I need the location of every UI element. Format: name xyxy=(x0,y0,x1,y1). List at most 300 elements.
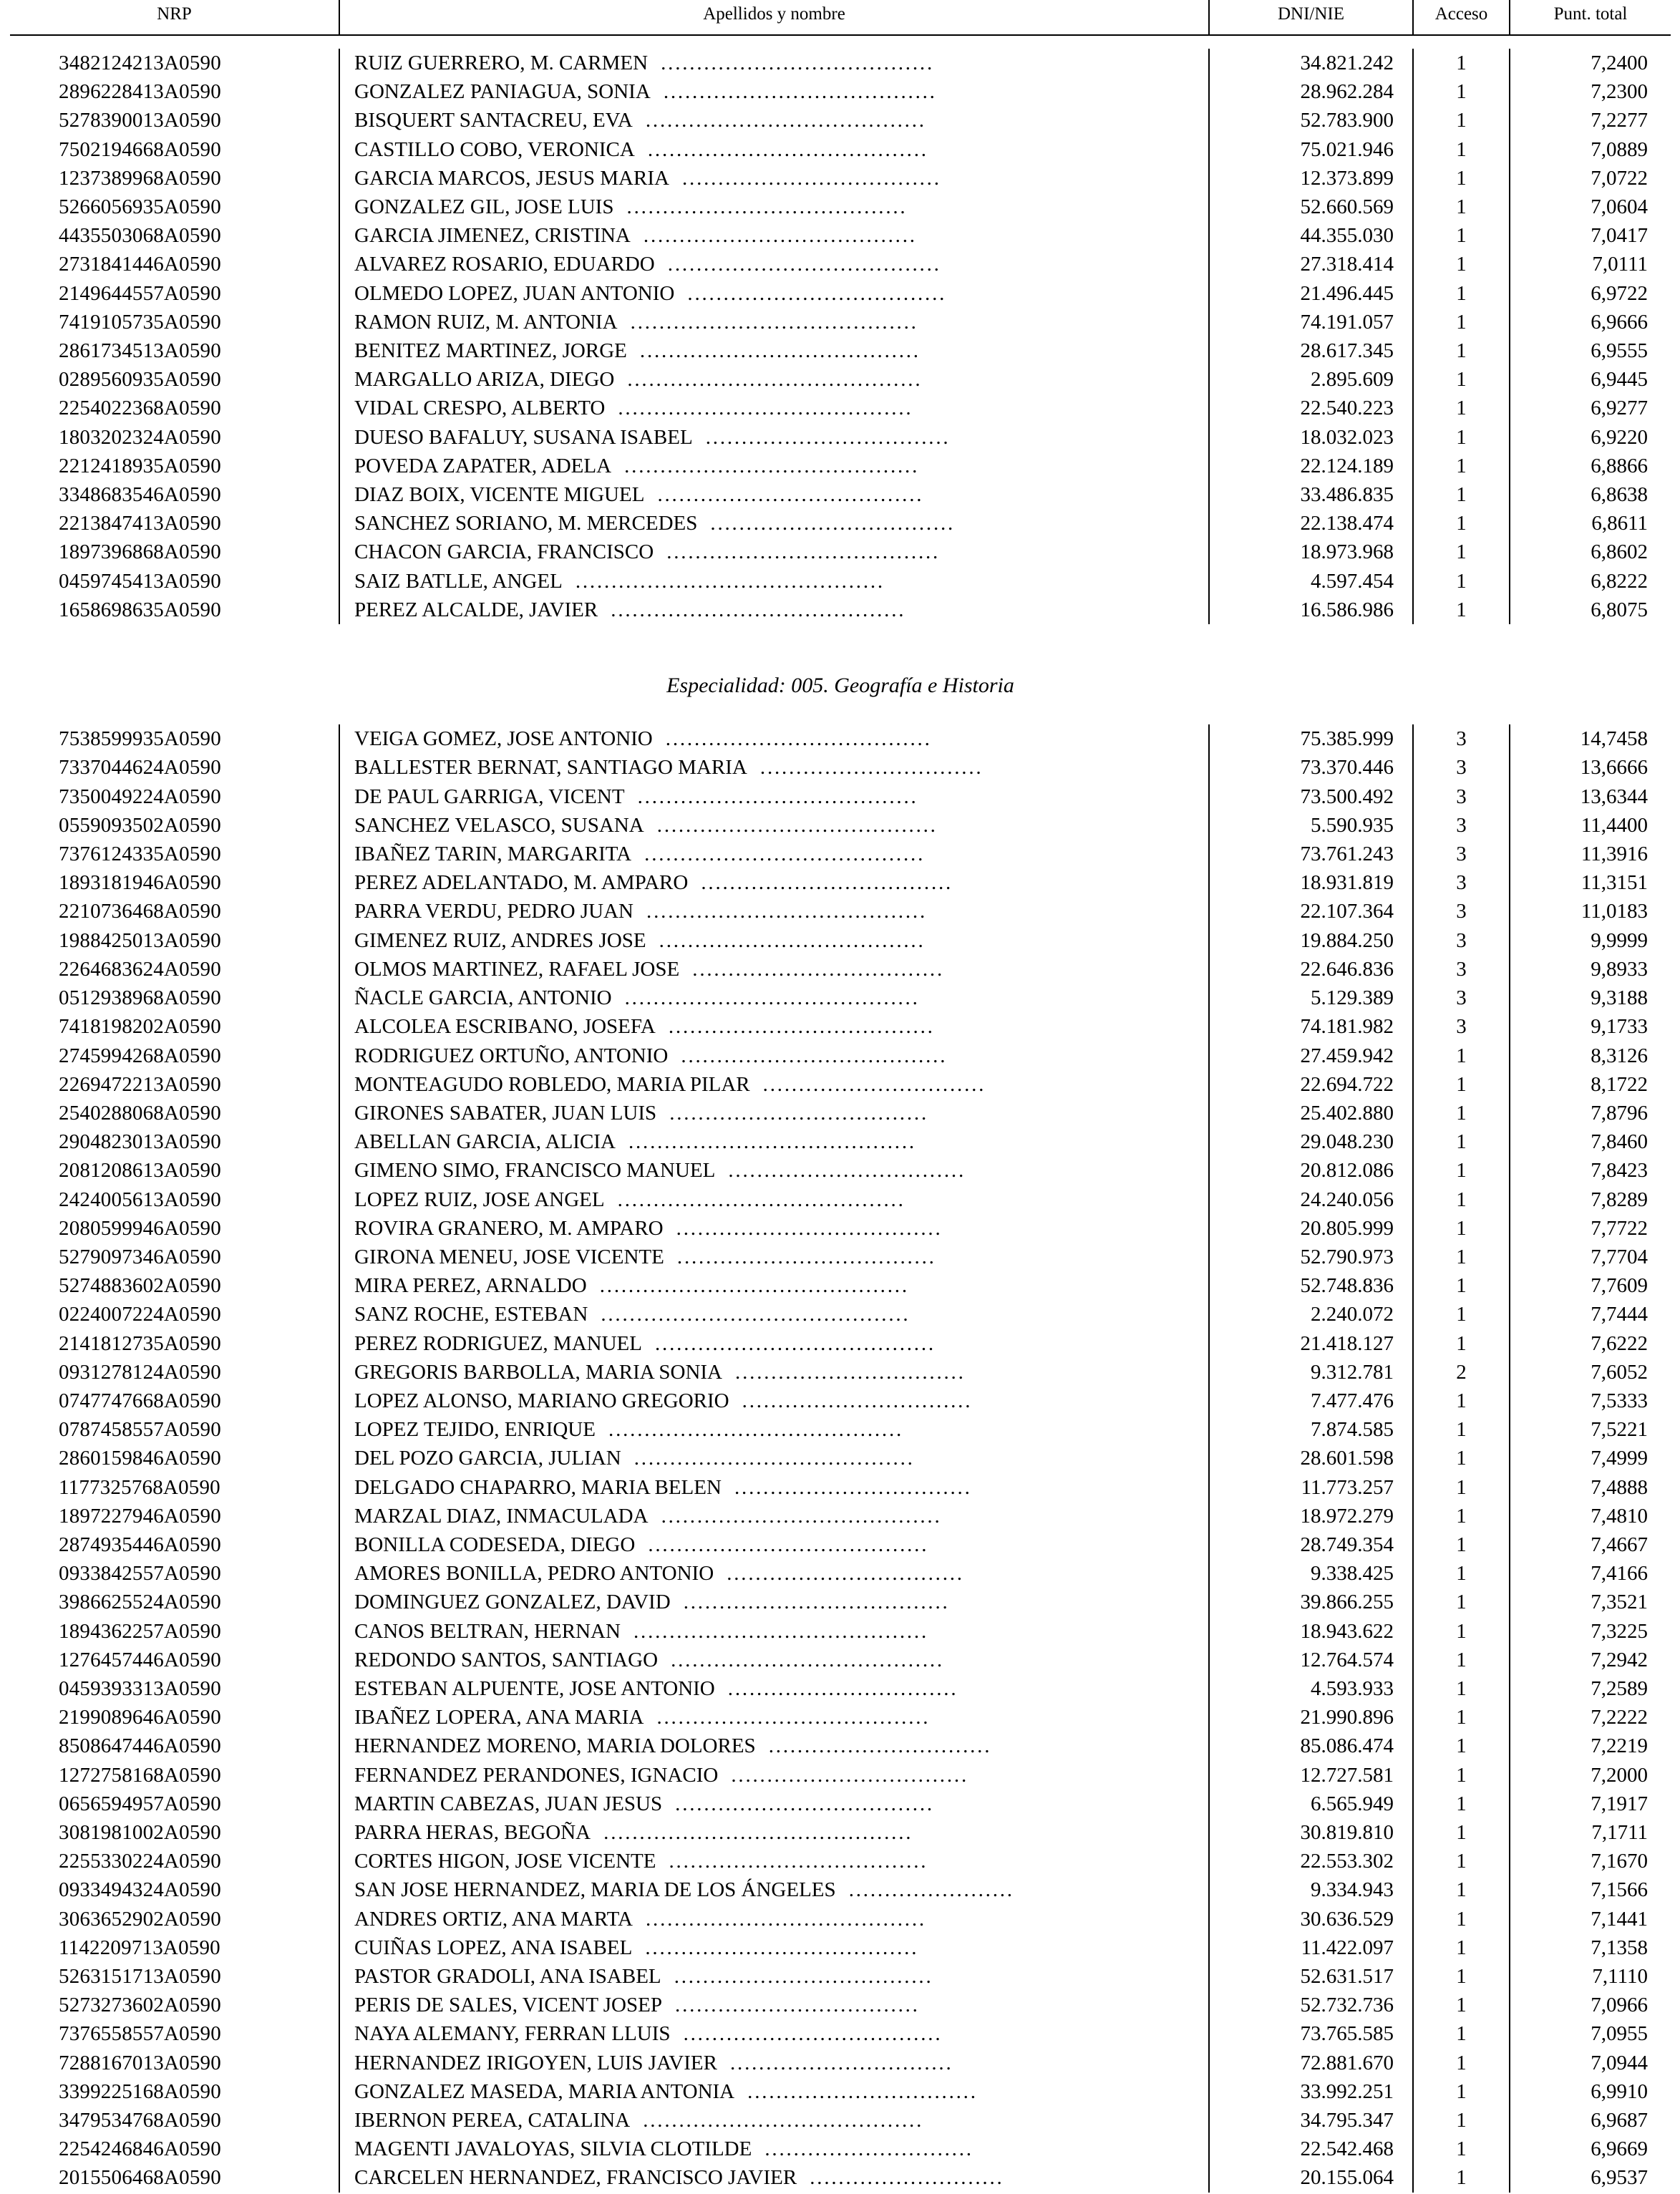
leader-dots: ................................ xyxy=(740,2079,978,2103)
table-row xyxy=(10,984,1671,1012)
cell-acceso: 1 xyxy=(1413,1127,1510,1156)
cell-nrp: 0747747668A0590 xyxy=(10,1387,339,1415)
cell-acceso: 1 xyxy=(1413,250,1510,278)
cell-dni: 73.370.446 xyxy=(1209,753,1413,782)
cell-acceso: 1 xyxy=(1413,1473,1510,1502)
cell-dni: 21.990.896 xyxy=(1209,1703,1413,1732)
candidate-name: RODRIGUEZ ORTUÑO, ANTONIO xyxy=(354,1044,669,1067)
cell-dni: 28.601.598 xyxy=(1209,1444,1413,1472)
cell-name xyxy=(339,365,1209,394)
table-row xyxy=(10,1962,1671,1991)
table-header xyxy=(10,0,1671,35)
cell-dni: 52.748.836 xyxy=(1209,1271,1413,1300)
cell-nrp: 2254022368A0590 xyxy=(10,394,339,422)
cell-acceso: 3 xyxy=(1413,897,1510,926)
leader-dots: ............................... xyxy=(752,756,984,780)
cell-acceso: 1 xyxy=(1413,1329,1510,1358)
candidate-name: GARCIA JIMENEZ, CRISTINA xyxy=(354,224,631,248)
candidate-name: ALCOLEA ESCRIBANO, JOSEFA xyxy=(354,1015,656,1039)
table-row xyxy=(10,1099,1671,1127)
cell-dni: 2.895.609 xyxy=(1209,365,1413,394)
cell-acceso: 1 xyxy=(1413,1387,1510,1415)
cell-name xyxy=(339,811,1209,840)
table-row xyxy=(10,955,1671,984)
leader-dots: ...................................... xyxy=(638,1936,919,1959)
cell-punt-total: 6,9445 xyxy=(1591,368,1648,392)
cell-dni: 28.962.284 xyxy=(1209,77,1413,106)
row-spacer xyxy=(10,624,1671,650)
cell-acceso: 1 xyxy=(1413,1905,1510,1933)
cell-punt-total: 7,1441 xyxy=(1591,1907,1648,1931)
cell-dni: 52.783.900 xyxy=(1209,106,1413,135)
cell-acceso: 1 xyxy=(1413,1042,1510,1070)
table-row xyxy=(10,1070,1671,1099)
cell-dni: 73.761.243 xyxy=(1209,840,1413,868)
cell-nrp: 2731841446A0590 xyxy=(10,250,339,278)
cell-dni: 2.240.072 xyxy=(1209,1300,1413,1329)
candidate-name: CUIÑAS LOPEZ, ANA ISABEL xyxy=(354,1936,633,1959)
cell-punt-total: 13,6666 xyxy=(1580,756,1648,780)
table-row xyxy=(10,279,1671,308)
cell-dni: 33.486.835 xyxy=(1209,480,1413,509)
candidate-name: IBERNON PEREA, CATALINA xyxy=(354,2109,631,2132)
cell-punt-total: 6,8222 xyxy=(1591,569,1648,593)
table-row xyxy=(10,1156,1671,1185)
cell-name xyxy=(339,2049,1209,2077)
candidate-name: RAMON RUIZ, M. ANTONIA xyxy=(354,310,618,334)
leader-dots: ............................... xyxy=(722,2051,953,2074)
table-row xyxy=(10,1444,1671,1472)
leader-dots: ...................................... xyxy=(656,80,937,104)
cell-acceso: 1 xyxy=(1413,1444,1510,1472)
cell-punt-total: 7,6222 xyxy=(1591,1331,1648,1355)
cell-nrp: 5274883602A0590 xyxy=(10,1271,339,1300)
cell-dni: 34.795.347 xyxy=(1209,2106,1413,2135)
cell-nrp: 2860159846A0590 xyxy=(10,1444,339,1472)
table-row xyxy=(10,567,1671,596)
cell-acceso: 2 xyxy=(1413,1358,1510,1387)
cell-punt-total: 8,1722 xyxy=(1591,1072,1648,1096)
cell-punt-total: 7,4999 xyxy=(1591,1447,1648,1470)
cell-acceso: 1 xyxy=(1413,1991,1510,2019)
cell-name xyxy=(339,897,1209,926)
cell-acceso: 1 xyxy=(1413,365,1510,394)
cell-acceso: 1 xyxy=(1413,1962,1510,1991)
cell-acceso: 3 xyxy=(1413,984,1510,1012)
candidate-name: BONILLA CODESEDA, DIEGO xyxy=(354,1533,636,1556)
cell-dni: 28.749.354 xyxy=(1209,1530,1413,1559)
cell-acceso: 3 xyxy=(1413,753,1510,782)
cell-dni: 5.129.389 xyxy=(1209,984,1413,1012)
candidate-name: GONZALEZ GIL, JOSE LUIS xyxy=(354,195,614,219)
cell-punt-total: 6,9669 xyxy=(1591,2137,1648,2161)
cell-name xyxy=(339,753,1209,782)
table-row xyxy=(10,135,1671,164)
table-row xyxy=(10,394,1671,422)
cell-name xyxy=(339,423,1209,452)
leader-dots: .................................. xyxy=(698,425,951,449)
column-header-name: Apellidos y nombre xyxy=(339,0,1209,35)
candidate-name: ÑACLE GARCIA, ANTONIO xyxy=(354,986,612,1010)
cell-acceso: 3 xyxy=(1413,1012,1510,1041)
cell-name xyxy=(339,1300,1209,1329)
cell-name xyxy=(339,984,1209,1012)
cell-punt-total: 7,0944 xyxy=(1591,2051,1648,2074)
cell-punt-total: 7,1358 xyxy=(1591,1936,1648,1959)
cell-nrp: 0559093502A0590 xyxy=(10,811,339,840)
leader-dots: .................................. xyxy=(703,512,956,535)
cell-acceso: 3 xyxy=(1413,840,1510,868)
cell-punt-total: 7,3521 xyxy=(1591,1591,1648,1614)
cell-nrp: 2896228413A0590 xyxy=(10,77,339,106)
cell-acceso: 1 xyxy=(1413,193,1510,221)
cell-nrp: 1893181946A0590 xyxy=(10,868,339,897)
leader-dots: ........................................... xyxy=(596,1820,913,1844)
table-row xyxy=(10,1358,1671,1387)
candidate-name: GONZALEZ MASEDA, MARIA ANTONIA xyxy=(354,2079,735,2103)
cell-nrp: 8508647446A0590 xyxy=(10,1732,339,1760)
cell-nrp: 0512938968A0590 xyxy=(10,984,339,1012)
cell-dni: 18.931.819 xyxy=(1209,868,1413,897)
table-row xyxy=(10,1530,1671,1559)
cell-nrp: 5278390013A0590 xyxy=(10,106,339,135)
cell-acceso: 1 xyxy=(1413,49,1510,77)
candidate-name: DELGADO CHAPARRO, MARIA BELEN xyxy=(354,1475,722,1499)
cell-nrp: 5273273602A0590 xyxy=(10,1991,339,2019)
cell-acceso: 1 xyxy=(1413,1156,1510,1185)
leader-dots: ........................................... xyxy=(592,1274,909,1298)
cell-acceso: 3 xyxy=(1413,926,1510,955)
cell-dni: 20.155.064 xyxy=(1209,2163,1413,2192)
cell-acceso: 1 xyxy=(1413,2019,1510,2048)
candidate-name: DIAZ BOIX, VICENTE MIGUEL xyxy=(354,483,645,507)
candidate-name: IBAÑEZ TARIN, MARGARITA xyxy=(354,843,632,866)
cell-name xyxy=(339,1444,1209,1472)
cell-dni: 21.418.127 xyxy=(1209,1329,1413,1358)
cell-name xyxy=(339,1070,1209,1099)
candidate-name: MARGALLO ARIZA, DIEGO xyxy=(354,368,615,392)
cell-dni: 5.590.935 xyxy=(1209,811,1413,840)
cell-punt-total: 7,0889 xyxy=(1591,137,1648,161)
cell-nrp: 2015506468A0590 xyxy=(10,2163,339,2192)
candidate-name: FERNANDEZ PERANDONES, IGNACIO xyxy=(354,1763,719,1787)
cell-punt-total: 9,8933 xyxy=(1591,957,1648,981)
cell-dni: 7.477.476 xyxy=(1209,1387,1413,1415)
cell-nrp: 7538599935A0590 xyxy=(10,724,339,753)
table-row xyxy=(10,509,1671,538)
cell-nrp: 2264683624A0590 xyxy=(10,955,339,984)
cell-punt-total: 7,7722 xyxy=(1591,1216,1648,1240)
cell-nrp: 1803202324A0590 xyxy=(10,423,339,452)
candidate-name: AMORES BONILLA, PEDRO ANTONIO xyxy=(354,1562,714,1586)
cell-dni: 12.727.581 xyxy=(1209,1761,1413,1790)
table-row xyxy=(10,480,1671,509)
candidate-name: ABELLAN GARCIA, ALICIA xyxy=(354,1130,616,1154)
cell-name xyxy=(339,1502,1209,1530)
candidate-name: GIRONA MENEU, JOSE VICENTE xyxy=(354,1245,664,1268)
leader-dots: ............................... xyxy=(761,1734,992,1758)
cell-punt-total: 7,0955 xyxy=(1591,2022,1648,2046)
column-header-punt: Punt. total xyxy=(1510,0,1671,35)
cell-name xyxy=(339,1991,1209,2019)
table-row xyxy=(10,753,1671,782)
cell-nrp: 1237389968A0590 xyxy=(10,164,339,193)
leader-dots: ........................................... xyxy=(593,1303,911,1326)
leader-dots: ..................................... xyxy=(676,1591,950,1614)
cell-nrp: 2874935446A0590 xyxy=(10,1530,339,1559)
leader-dots: .................................... xyxy=(661,1850,928,1873)
cell-nrp: 7350049224A0590 xyxy=(10,782,339,811)
table-row xyxy=(10,1732,1671,1760)
cell-name xyxy=(339,1559,1209,1588)
cell-punt-total: 7,0966 xyxy=(1591,1994,1648,2017)
cell-punt-total: 7,7609 xyxy=(1591,1274,1648,1298)
cell-punt-total: 7,0722 xyxy=(1591,166,1648,190)
cell-acceso: 1 xyxy=(1413,221,1510,250)
cell-punt-total: 7,2589 xyxy=(1591,1676,1648,1700)
cell-acceso: 1 xyxy=(1413,1933,1510,1962)
cell-punt-total: 13,6344 xyxy=(1580,785,1648,808)
cell-dni: 18.972.279 xyxy=(1209,1502,1413,1530)
candidate-name: PERIS DE SALES, VICENT JOSEP xyxy=(354,1994,662,2017)
candidate-name: DEL POZO GARCIA, JULIAN xyxy=(354,1447,621,1470)
cell-acceso: 1 xyxy=(1413,596,1510,624)
cell-punt-total: 7,0111 xyxy=(1592,253,1648,276)
table-row xyxy=(10,1761,1671,1790)
cell-nrp: 0459745413A0590 xyxy=(10,567,339,596)
leader-dots: ........................................ xyxy=(623,310,918,334)
cell-dni: 20.805.999 xyxy=(1209,1214,1413,1243)
candidate-name: DOMINGUEZ GONZALEZ, DAVID xyxy=(354,1591,671,1614)
cell-name xyxy=(339,1933,1209,1962)
cell-dni: 75.021.946 xyxy=(1209,135,1413,164)
cell-dni: 74.181.982 xyxy=(1209,1012,1413,1041)
table-row xyxy=(10,1415,1671,1444)
cell-dni: 22.694.722 xyxy=(1209,1070,1413,1099)
leader-dots: ......................................... xyxy=(620,368,923,392)
cell-acceso: 1 xyxy=(1413,1214,1510,1243)
leader-dots: ...................................... xyxy=(660,253,941,276)
cell-name xyxy=(339,1617,1209,1646)
leader-dots: ....................... xyxy=(841,1878,1014,1902)
table-row xyxy=(10,538,1671,566)
cell-acceso: 1 xyxy=(1413,1761,1510,1790)
cell-nrp: 2199089646A0590 xyxy=(10,1703,339,1732)
table-row xyxy=(10,1933,1671,1962)
cell-acceso: 1 xyxy=(1413,1588,1510,1616)
candidate-name: PEREZ RODRIGUEZ, MANUEL xyxy=(354,1331,642,1355)
cell-punt-total: 11,3916 xyxy=(1581,843,1648,866)
cell-name xyxy=(339,1156,1209,1185)
table-row xyxy=(10,840,1671,868)
table-row xyxy=(10,1646,1671,1674)
cell-name xyxy=(339,480,1209,509)
cell-name xyxy=(339,1674,1209,1703)
cell-dni: 27.459.942 xyxy=(1209,1042,1413,1070)
cell-name xyxy=(339,509,1209,538)
cell-name xyxy=(339,1790,1209,1818)
cell-punt-total: 7,4166 xyxy=(1591,1562,1648,1586)
cell-nrp: 0933494324A0590 xyxy=(10,1875,339,1904)
candidate-name: IBAÑEZ LOPERA, ANA MARIA xyxy=(354,1706,644,1729)
cell-punt-total: 6,9687 xyxy=(1591,2109,1648,2132)
leader-dots: ....................................... xyxy=(647,1331,936,1355)
leader-dots: ....................................... xyxy=(640,137,928,161)
table-row xyxy=(10,1243,1671,1271)
cell-nrp: 7288167013A0590 xyxy=(10,2049,339,2077)
cell-acceso: 1 xyxy=(1413,423,1510,452)
leader-dots: ................................ xyxy=(728,1360,966,1384)
cell-acceso: 1 xyxy=(1413,279,1510,308)
cell-nrp: 3479534768A0590 xyxy=(10,2106,339,2135)
table-row xyxy=(10,926,1671,955)
table-row xyxy=(10,2019,1671,2048)
cell-punt-total: 7,0604 xyxy=(1591,195,1648,219)
cell-acceso: 1 xyxy=(1413,1300,1510,1329)
table-row xyxy=(10,1271,1671,1300)
cell-punt-total: 7,8460 xyxy=(1591,1130,1648,1154)
cell-name xyxy=(339,394,1209,422)
table-row xyxy=(10,1991,1671,2019)
cell-dni: 73.765.585 xyxy=(1209,2019,1413,2048)
cell-dni: 24.240.056 xyxy=(1209,1185,1413,1214)
cell-name xyxy=(339,2163,1209,2192)
cell-punt-total: 7,2219 xyxy=(1591,1734,1648,1758)
cell-acceso: 3 xyxy=(1413,724,1510,753)
table-row xyxy=(10,2106,1671,2135)
cell-punt-total: 8,3126 xyxy=(1591,1044,1648,1067)
row-spacer xyxy=(10,35,1671,49)
cell-name xyxy=(339,77,1209,106)
candidate-name: PASTOR GRADOLI, ANA ISABEL xyxy=(354,1965,661,1988)
leader-dots: ....................................... xyxy=(632,339,921,363)
cell-acceso: 1 xyxy=(1413,135,1510,164)
cell-name xyxy=(339,135,1209,164)
cell-punt-total: 6,8638 xyxy=(1591,483,1648,507)
cell-name xyxy=(339,250,1209,278)
cell-dni: 20.812.086 xyxy=(1209,1156,1413,1185)
table-row xyxy=(10,596,1671,624)
cell-dni: 22.553.302 xyxy=(1209,1847,1413,1875)
cell-nrp: 2269472213A0590 xyxy=(10,1070,339,1099)
table-row xyxy=(10,1818,1671,1847)
cell-name xyxy=(339,279,1209,308)
cell-acceso: 1 xyxy=(1413,1646,1510,1674)
leader-dots: ........................................ xyxy=(610,1188,905,1211)
cell-name xyxy=(339,1588,1209,1616)
cell-acceso: 1 xyxy=(1413,1243,1510,1271)
cell-punt-total: 6,8866 xyxy=(1591,454,1648,477)
cell-dni: 9.338.425 xyxy=(1209,1559,1413,1588)
cell-punt-total: 7,6052 xyxy=(1591,1360,1648,1384)
cell-dni: 9.312.781 xyxy=(1209,1358,1413,1387)
cell-dni: 19.884.250 xyxy=(1209,926,1413,955)
cell-name xyxy=(339,926,1209,955)
leader-dots: ..................................... xyxy=(669,1216,943,1240)
cell-dni: 30.636.529 xyxy=(1209,1905,1413,1933)
cell-dni: 12.373.899 xyxy=(1209,164,1413,193)
leader-dots: ........................................... xyxy=(568,569,885,593)
table-row xyxy=(10,1012,1671,1041)
candidate-name: PEREZ ADELANTADO, M. AMPARO xyxy=(354,871,689,895)
leader-dots: ....................................... xyxy=(639,900,927,923)
leader-dots: ....................................... xyxy=(619,195,908,219)
cell-nrp: 0787458557A0590 xyxy=(10,1415,339,1444)
cell-nrp: 3482124213A0590 xyxy=(10,49,339,77)
cell-name xyxy=(339,1646,1209,1674)
leader-dots: ................................. xyxy=(724,1763,969,1787)
cell-name xyxy=(339,2135,1209,2163)
cell-acceso: 1 xyxy=(1413,1185,1510,1214)
cell-punt-total: 7,2300 xyxy=(1591,80,1648,104)
cell-dni: 30.819.810 xyxy=(1209,1818,1413,1847)
cell-acceso: 1 xyxy=(1413,77,1510,106)
leader-dots: ..................................... xyxy=(658,727,932,751)
cell-punt-total: 7,2222 xyxy=(1591,1706,1648,1729)
candidate-name: NAYA ALEMANY, FERRAN LLUIS xyxy=(354,2022,671,2046)
cell-punt-total: 14,7458 xyxy=(1580,727,1648,751)
cell-acceso: 3 xyxy=(1413,955,1510,984)
candidate-name: ROVIRA GRANERO, M. AMPARO xyxy=(354,1216,664,1240)
cell-nrp: 7419105735A0590 xyxy=(10,308,339,336)
cell-dni: 33.992.251 xyxy=(1209,2077,1413,2106)
candidate-name: SANZ ROCHE, ESTEBAN xyxy=(354,1303,588,1326)
cell-dni: 27.318.414 xyxy=(1209,250,1413,278)
cell-acceso: 1 xyxy=(1413,1818,1510,1847)
leader-dots: ....................................... xyxy=(636,2109,924,2132)
cell-name xyxy=(339,1473,1209,1502)
leader-dots: ................................. xyxy=(721,1159,966,1183)
cell-nrp: 3081981002A0590 xyxy=(10,1818,339,1847)
cell-name xyxy=(339,1099,1209,1127)
cell-acceso: 1 xyxy=(1413,1617,1510,1646)
cell-name xyxy=(339,1387,1209,1415)
cell-name xyxy=(339,1243,1209,1271)
cell-punt-total: 7,1711 xyxy=(1591,1820,1648,1844)
cell-name xyxy=(339,1127,1209,1156)
cell-name xyxy=(339,1905,1209,1933)
candidate-name: PEREZ ALCALDE, JAVIER xyxy=(354,598,598,621)
table-row xyxy=(10,365,1671,394)
table-row xyxy=(10,2077,1671,2106)
cell-name xyxy=(339,782,1209,811)
leader-dots: .................................... xyxy=(669,1245,936,1268)
table-row xyxy=(10,164,1671,193)
candidate-name: MARTIN CABEZAS, JUAN JESUS xyxy=(354,1792,663,1815)
candidate-name: GIMENEZ RUIZ, ANDRES JOSE xyxy=(354,928,646,952)
candidate-name: HERNANDEZ MORENO, MARIA DOLORES xyxy=(354,1734,756,1758)
leader-dots: ..................................... xyxy=(674,1044,948,1067)
cell-acceso: 1 xyxy=(1413,336,1510,365)
leader-dots: ................................ xyxy=(720,1676,958,1700)
cell-name xyxy=(339,1875,1209,1904)
cell-name xyxy=(339,1962,1209,1991)
cell-nrp: 0933842557A0590 xyxy=(10,1559,339,1588)
table-row xyxy=(10,1674,1671,1703)
cell-acceso: 1 xyxy=(1413,1559,1510,1588)
leader-dots: ......................................... xyxy=(603,598,906,621)
cell-punt-total: 11,3151 xyxy=(1581,871,1648,895)
leader-dots: ...................................... xyxy=(659,540,941,564)
leader-dots: ....................................... xyxy=(638,109,926,132)
cell-dni: 16.586.986 xyxy=(1209,596,1413,624)
table-row xyxy=(10,336,1671,365)
candidate-name: CANOS BELTRAN, HERNAN xyxy=(354,1619,621,1643)
cell-dni: 52.631.517 xyxy=(1209,1962,1413,1991)
cell-dni: 21.496.445 xyxy=(1209,279,1413,308)
leader-dots: .................................. xyxy=(667,1994,920,2017)
cell-dni: 52.790.973 xyxy=(1209,1243,1413,1271)
